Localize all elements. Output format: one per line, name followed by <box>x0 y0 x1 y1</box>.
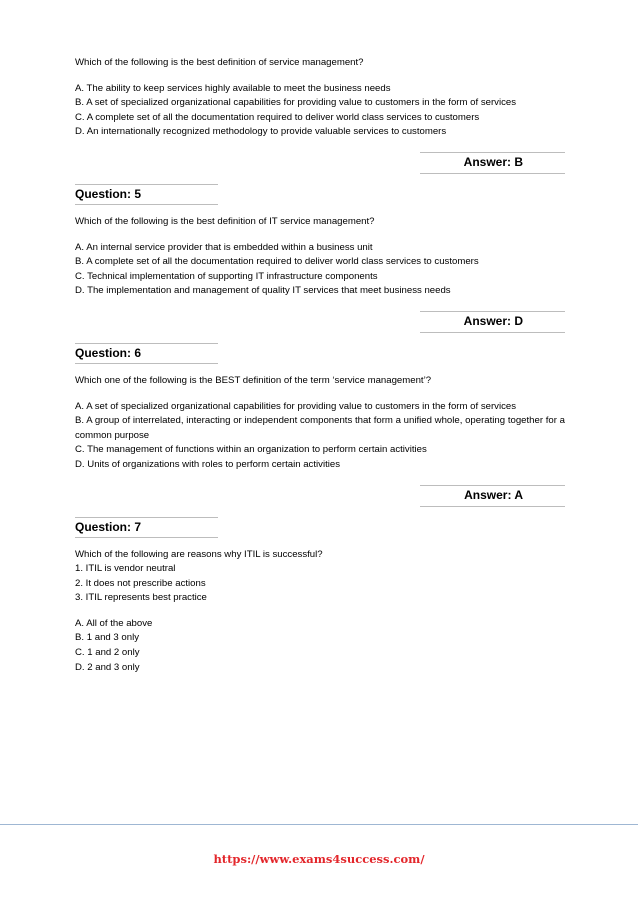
question-7-statement-2: 2. It does not prescribe actions <box>75 577 206 589</box>
question-5-option-c: C. Technical implementation of supporting IT infrastructure components <box>75 270 378 282</box>
question-7-heading-box <box>75 517 565 538</box>
question-4-option-c: C. A complete set of all the documentation required to deliver world class services to customers <box>75 111 480 123</box>
question-6-answer: Answer: A <box>464 487 523 502</box>
question-5-option-a: A. An internal service provider that is embedded within a business unit <box>75 241 373 253</box>
question-4-option-b: B. A set of specialized organizational capabilities for providing value to customers in the form of services <box>75 97 517 109</box>
question-5-option-d: D. The implementation and management of quality IT services that meet business needs <box>75 285 451 297</box>
footer-url-link[interactable]: https://www.exams4success.com/ <box>213 852 425 866</box>
question-5-answer-box <box>75 311 565 333</box>
footer-divider <box>0 824 638 825</box>
question-7-option-a: A. All of the above <box>75 617 153 629</box>
question-4-answer-box <box>75 152 565 174</box>
question-7-option-b: B. 1 and 3 only <box>75 632 140 644</box>
question-6-stem: Which one of the following is the BEST definition of the term ‘service management’? <box>75 374 432 386</box>
question-4-stem: Which of the following is the best definition of service management? <box>75 57 364 68</box>
question-4-answer: Answer: B <box>463 154 523 169</box>
question-7-title: Question: 7 <box>75 519 142 534</box>
question-5-title: Question: 5 <box>75 186 142 201</box>
question-7-statement-1: 1. ITIL is vendor neutral <box>75 563 176 575</box>
question-5-heading-box <box>75 184 565 205</box>
question-6-option-a: A. A set of specialized organizational capabilities for providing value to customers in the form of services <box>75 400 517 412</box>
question-7-option-c: C. 1 and 2 only <box>75 647 140 659</box>
question-5-stem: Which of the following is the best definition of IT service management? <box>75 215 375 227</box>
question-6-option-c: C. The management of functions within an organization to perform certain activities <box>75 444 427 456</box>
page-content <box>75 56 565 675</box>
question-7-statement-3: 3. ITIL represents best practice <box>75 592 207 604</box>
question-6-answer-box <box>75 485 565 507</box>
question-7-stem: Which of the following are reasons why ITIL is successful? <box>75 548 323 560</box>
question-5-answer: Answer: D <box>463 313 523 328</box>
question-6-title: Question: 6 <box>75 345 142 360</box>
question-5-option-b: B. A complete set of all the documentation required to deliver world class services to customers <box>75 256 479 268</box>
question-6-option-d: D. Units of organizations with roles to perform certain activities <box>75 458 340 470</box>
question-7-option-d: D. 2 and 3 only <box>75 661 140 673</box>
question-6-heading-box <box>75 343 565 364</box>
question-6-option-b: B. A group of interrelated, interacting or independent components that form a unified whole, operating together for a common purpose <box>75 415 565 441</box>
question-4-option-d: D. An internationally recognized methodology to provide valuable services to customers <box>75 126 447 138</box>
question-4-option-a: A. The ability to keep services highly available to meet the business needs <box>75 82 391 94</box>
